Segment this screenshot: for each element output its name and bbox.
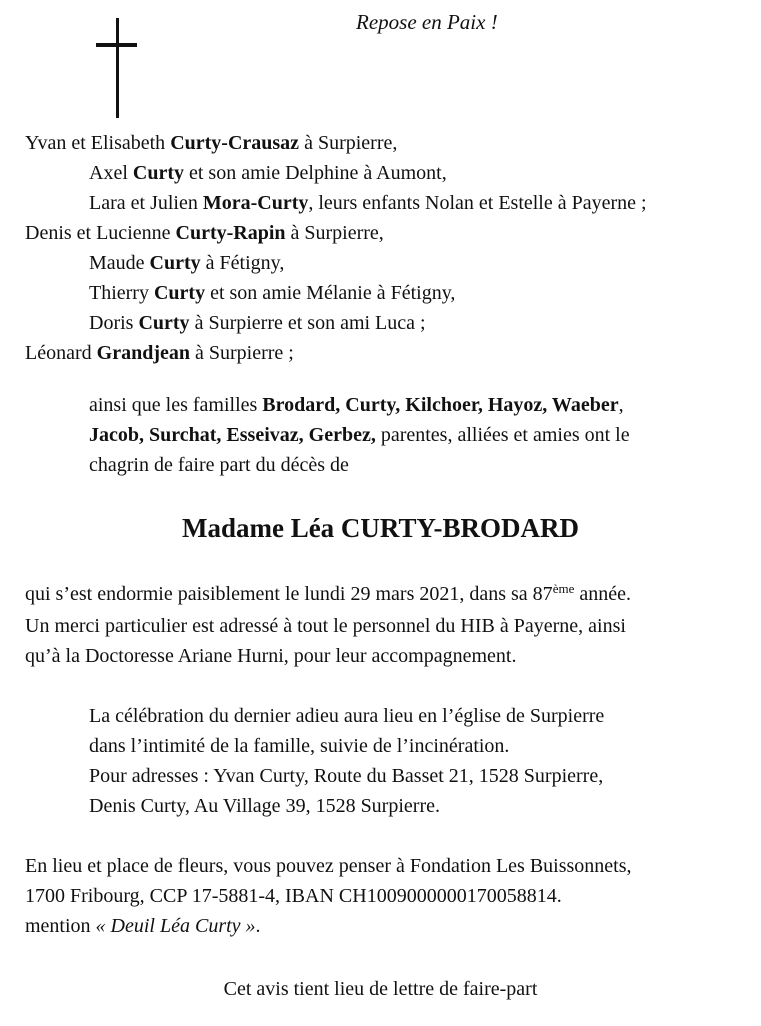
- bold-text: Brodard, Curty, Kilchoer, Hayoz, Waeber: [262, 394, 619, 416]
- donations-paragraph: [25, 851, 751, 941]
- ceremony-details-paragraph: [89, 701, 751, 821]
- text-line: [25, 911, 751, 941]
- text: et son amie Mélanie à Fétigny,: [205, 282, 456, 304]
- cross-horizontal-bar: [96, 43, 137, 47]
- text: Thierry: [89, 282, 154, 304]
- text: En lieu et place de fleurs, vous pouvez penser à Fondation Les Buissonnets,: [25, 855, 632, 877]
- bold-text: Curty-Crausaz: [170, 132, 300, 154]
- superscript-text: ème: [552, 581, 575, 596]
- text-line: [89, 188, 751, 218]
- text: ,: [618, 394, 624, 416]
- text: Lara et Julien: [89, 192, 203, 214]
- text-line: [89, 450, 751, 480]
- bold-text: Mora-Curty: [202, 192, 309, 214]
- text: Doris: [89, 312, 139, 334]
- text: et son amie Delphine à Aumont,: [184, 162, 447, 184]
- text: Léonard: [25, 342, 97, 364]
- text-line: [89, 248, 751, 278]
- text: Maude: [89, 252, 150, 274]
- text-line: [25, 641, 751, 671]
- bold-text: Grandjean: [96, 342, 190, 364]
- latin-cross-icon: [95, 18, 139, 120]
- text: à Surpierre,: [285, 222, 384, 244]
- text-line: [25, 611, 751, 641]
- bold-text: Curty: [153, 282, 206, 304]
- text: qui s’est endormie paisiblement le lundi 29 mars 2021, dans sa 87: [25, 583, 553, 605]
- family-names-list: [25, 128, 751, 368]
- text-line: [89, 761, 751, 791]
- text: parentes, alliées et amies ont le: [375, 424, 630, 446]
- text-line: [25, 851, 751, 881]
- bold-text: Curty: [132, 162, 184, 184]
- death-announcement-paragraph: [25, 579, 751, 671]
- text: dans l’intimité de la famille, suivie de l’incinération.: [89, 735, 510, 757]
- bold-text: Curty: [138, 312, 190, 334]
- text: à Surpierre,: [299, 132, 398, 154]
- text: .: [255, 915, 261, 937]
- text-line: [25, 881, 751, 911]
- text: mention: [25, 915, 96, 937]
- footer-notice: Cet avis tient lieu de lettre de faire-part: [223, 978, 538, 1000]
- text-line: [89, 390, 751, 420]
- families-paragraph: [89, 390, 751, 480]
- cross-vertical-bar: [116, 18, 119, 118]
- text-line: [89, 420, 751, 450]
- text: à Fétigny,: [200, 252, 285, 274]
- text: Denis et Lucienne: [25, 222, 176, 244]
- text-line: [89, 791, 751, 821]
- text: qu’à la Doctoresse Ariane Hurni, pour leur accompagnement.: [25, 645, 517, 667]
- text: Denis Curty, Au Village 39, 1528 Surpierre.: [89, 795, 440, 817]
- text-line: [89, 731, 751, 761]
- text-line: [25, 218, 751, 248]
- text-line: [89, 158, 751, 188]
- text: 1700 Fribourg, CCP 17-5881-4, IBAN CH1009000000170058814.: [25, 885, 562, 907]
- text: Pour adresses : Yvan Curty, Route du Basset 21, 1528 Surpierre,: [89, 765, 604, 787]
- text: à Surpierre ;: [189, 342, 294, 364]
- text-line: [89, 701, 751, 731]
- text: Axel: [89, 162, 133, 184]
- text: Un merci particulier est adressé à tout le personnel du HIB à Payerne, ainsi: [25, 615, 626, 637]
- text: , leurs enfants Nolan et Estelle à Payerne ;: [308, 192, 647, 214]
- epitaph-text: Repose en Paix !: [356, 10, 498, 34]
- text-line: [25, 579, 751, 611]
- text-line: [25, 128, 751, 158]
- text-line: [89, 308, 751, 338]
- deceased-name-title: Madame Léa CURTY-BRODARD: [181, 513, 580, 543]
- bold-text: Curty-Rapin: [175, 222, 286, 244]
- text: La célébration du dernier adieu aura lieu en l’église de Surpierre: [89, 705, 605, 727]
- text-line: [89, 278, 751, 308]
- text: à Surpierre et son ami Luca ;: [189, 312, 426, 334]
- bold-text: Curty: [149, 252, 201, 274]
- text-line: [25, 338, 751, 368]
- text: chagrin de faire part du décès de: [89, 454, 349, 476]
- text: année.: [574, 583, 631, 605]
- text: Yvan et Elisabeth: [25, 132, 171, 154]
- bold-text: Jacob, Surchat, Esseivaz, Gerbez,: [89, 424, 376, 446]
- italic-text: « Deuil Léa Curty »: [95, 915, 256, 937]
- text: ainsi que les familles: [89, 394, 263, 416]
